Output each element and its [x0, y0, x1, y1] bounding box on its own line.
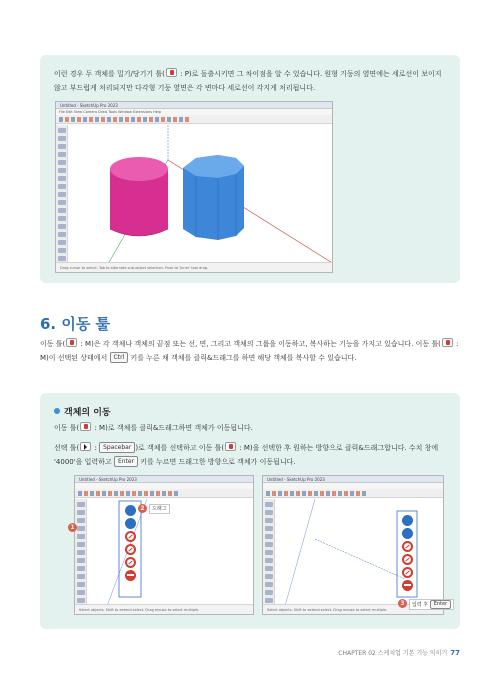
traffic-sign-pole-moved: [399, 513, 415, 593]
step-3-badge: 3: [398, 599, 407, 608]
stop-sign-icon: [125, 570, 136, 581]
cylinder-shape: [110, 157, 168, 236]
intro-text-a: 이런 경우 두 객체를 밀기/당기기 툴(: [54, 70, 165, 78]
toolbar: [263, 489, 443, 498]
toolbar: [56, 115, 332, 124]
polygon-prism-shape: [183, 155, 244, 240]
line2-e: 키를 누르면 드래그한 방향으로 객체가 이동됩니다.: [138, 458, 296, 466]
spacebar-key: Spacebar: [99, 442, 135, 453]
enter-key: Enter: [430, 600, 451, 609]
section-text-d: 키를 누른 채 객체를 클릭&드래그를 하면 해당 객체를 복사할 수 있습니다.: [128, 354, 357, 362]
left-toolbar: [75, 499, 87, 604]
input-label: 입력 후: [412, 602, 429, 608]
bullet-dot-icon: [54, 408, 60, 414]
section-text-b: : M)은 각 객체나 객체의 끝점 또는 선, 면, 그리고 객체의 그룹을 이동하고, 복사하는 기능을 가지고 있습니다. 이동 툴(: [78, 340, 441, 348]
line2-b: :: [92, 444, 100, 452]
enter-key: Enter: [114, 456, 138, 467]
intro-paragraph: [54, 67, 449, 95]
chapter-label: CHAPTER 02 스케치업 기본 기능 익히기: [338, 650, 448, 657]
toolbar: [75, 489, 253, 498]
line2-d: : M)을 선택한 후 원하는 방향으로 클릭&드래그합니다. 수치 창에 '4000'을 입력하고: [54, 444, 439, 466]
sign-icon: [402, 515, 413, 526]
drag-label: 드래그: [149, 504, 170, 514]
window-title: Untitled - SketchUp Pro 2023: [263, 476, 443, 483]
status-bar: Select objects. Shift to extend select. Drag mouse to select multiple.: [263, 604, 443, 614]
page-footer: [338, 648, 460, 657]
model-canvas: [87, 499, 253, 604]
section-paragraph: [40, 337, 460, 365]
move-instruction-1: [54, 421, 449, 435]
sketchup-window-1: [55, 101, 333, 273]
axis-lines: [275, 499, 444, 606]
step-2-badge: 2: [138, 504, 147, 513]
no-entry-sign-icon: [402, 567, 413, 578]
move-tool-icon: [80, 422, 91, 431]
sketchup-window-3: [262, 475, 444, 615]
select-tool-icon: [80, 442, 91, 451]
menu-bar: File Edit View Camera Draw Tools Window Extensions Help: [56, 109, 332, 115]
ctrl-key: Ctrl: [110, 352, 129, 363]
traffic-sign-pole: [122, 503, 138, 583]
move-tool-icon: [442, 338, 453, 347]
window-title: Untitled - SketchUp Pro 2023: [75, 476, 253, 483]
sign-icon: [402, 528, 413, 539]
info-box-move: [40, 393, 460, 629]
section-text-a: 이동 툴(: [40, 340, 66, 348]
no-entry-sign-icon: [125, 557, 136, 568]
line2-a: 선택 툴(: [54, 444, 80, 452]
axis-lines: [87, 499, 254, 606]
line1-a: 이동 툴(: [54, 424, 80, 432]
sign-icon: [125, 518, 136, 529]
subsection-title: 객체의 이동: [64, 408, 111, 418]
window-title: Untitled - SketchUp Pro 2023: [56, 102, 332, 109]
no-entry-sign-icon: [125, 544, 136, 555]
move-tool-icon: [225, 442, 236, 451]
left-toolbar: [56, 125, 68, 262]
status-bar: Drag cursor to select. Tab to alternate sub-object selection. Push to 'Inner' tool drag.: [56, 262, 332, 272]
subsection-heading: [54, 405, 111, 418]
intro-text-b: : P)로 돌출시키면 그 차이점을 알 수 있습니다. 원형 기둥의 옆면에는 세로선이 보이지 않고 부드럽게 처리되지만 다각형 기둥 옆면은 각 변마다 세로선이 각지게 처리됩니다.: [54, 70, 442, 92]
sketchup-window-2: [74, 475, 254, 615]
model-canvas: [275, 499, 443, 604]
move-instruction-2: [54, 441, 449, 469]
no-entry-sign-icon: [402, 541, 413, 552]
line2-c: )로 객체를 선택하고 이동 툴(: [135, 444, 225, 452]
section-heading: 6. 이동 툴: [40, 315, 111, 333]
info-box-extrude: [40, 55, 460, 283]
no-entry-sign-icon: [402, 554, 413, 565]
line1-b: : M)로 객체를 클릭&드래그하면 객체가 이동됩니다.: [92, 424, 253, 432]
page-number: 77: [450, 649, 460, 657]
push-pull-tool-icon: [166, 68, 177, 77]
left-toolbar: [263, 499, 275, 604]
status-bar: Select objects. Shift to extend select. Drag mouse to select multiple.: [75, 604, 253, 614]
move-tool-icon: [66, 338, 77, 347]
enter-after-input-label: [409, 599, 454, 610]
section-text-c: : M)이 선택된 상태에서: [40, 340, 459, 362]
model-drawing: [68, 125, 333, 264]
no-entry-sign-icon: [125, 531, 136, 542]
step-1-badge: 1: [68, 523, 77, 532]
sign-icon: [125, 505, 136, 516]
model-canvas: [68, 125, 332, 262]
stop-sign-icon: [402, 580, 413, 591]
